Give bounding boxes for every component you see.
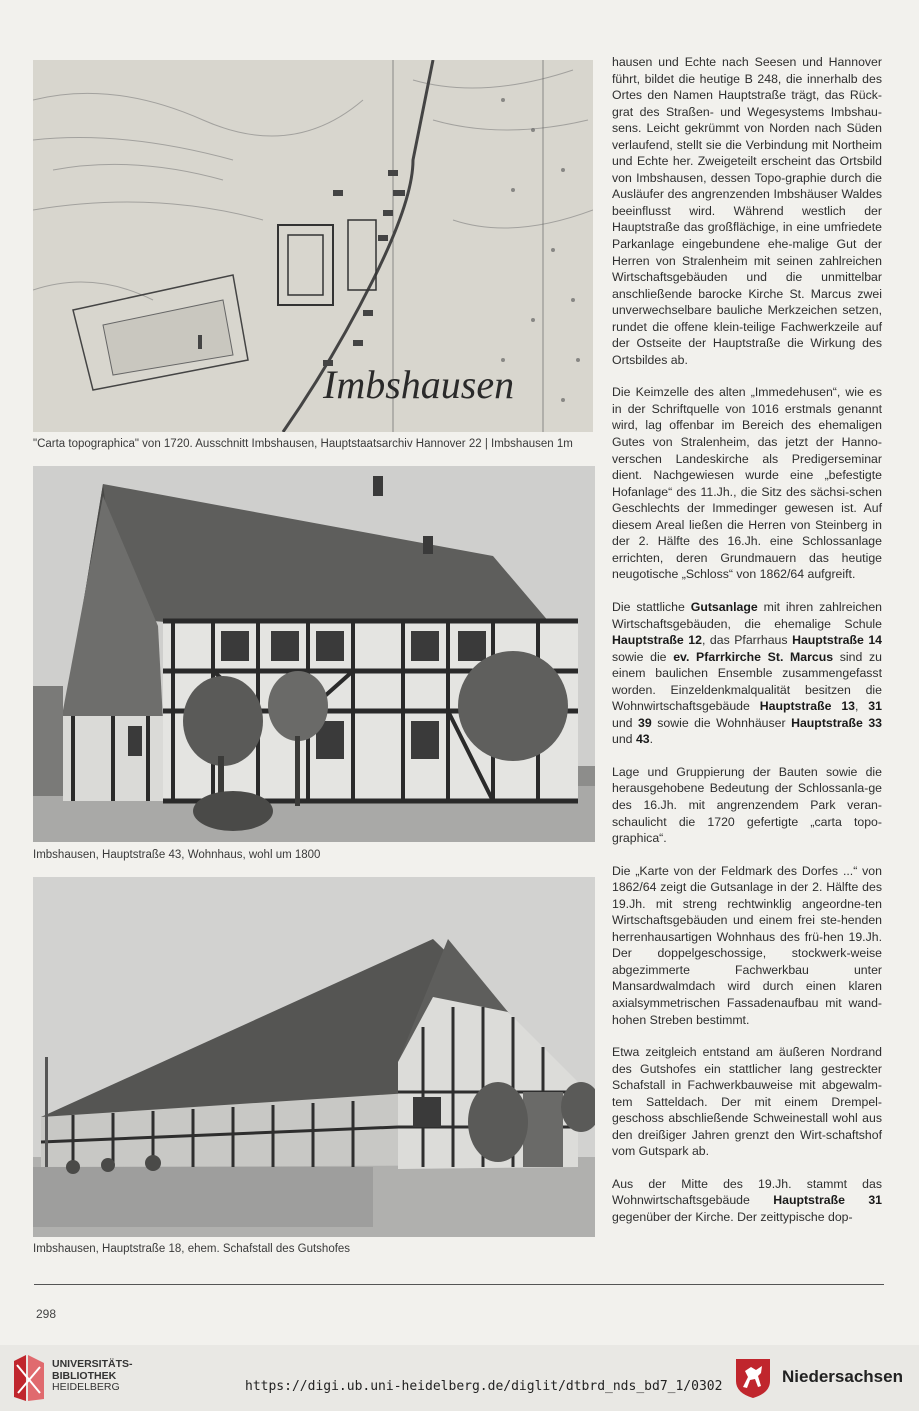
text-run: Die „Karte von der Feldmark des Dorfes ...“ von 1862/64 zeigt die Gutsanlage in der 2. Hälfte des 19.Jh. mit streng rechtwinklig angeordne-ten Wirtschaftsgebäuden und einem frei ste-henden herrenhausartigen Wohnhaus des frü-hen 19.Jh. Der doppelgeschossige, stockwerk-weise abgezimmerte Fachwerkbau unter Mansardwalmdach wird durch einen klaren axialsymmetrischen Fassadenaufbau mit wand-hohen Streben bestimmt. bbox=[612, 863, 882, 1027]
lower-saxony-wordmark[interactable]: Niedersachsen bbox=[782, 1367, 903, 1386]
text-run: gegenüber der Kirche. Der zeittypische dop- bbox=[612, 1210, 853, 1224]
paragraph-4 bbox=[612, 764, 882, 847]
lower-saxony-horse-icon[interactable] bbox=[734, 1357, 772, 1399]
highlighted-term: Hauptstraße 13 bbox=[759, 699, 856, 714]
barn-photo-figure bbox=[33, 877, 595, 1237]
paragraph-5 bbox=[612, 863, 882, 1028]
university-name[interactable] bbox=[52, 1359, 133, 1394]
text-run: Lage und Gruppierung der Bauten sowie die herausgehobene Bedeutung der Schlossanla-ge des 16.Jh. mit angrenzendem Park veran-schaulicht die 1720 gefertigte „carta topo-graphica“. bbox=[612, 764, 882, 846]
highlighted-term: 43 bbox=[635, 732, 650, 747]
paragraph-2 bbox=[612, 384, 882, 583]
text-run: sind zu einem baulichen Ensemble zusammengefasst worden. Einzeldenkmalqualität besitzen die Wohnwirtschaftsgebäude bbox=[612, 649, 882, 714]
barn-caption: Imbshausen, Hauptstraße 18, ehem. Schafstall des Gutshofes bbox=[33, 1243, 351, 1255]
map-place-label: Imbshausen bbox=[323, 362, 515, 407]
text-run: sowie die bbox=[612, 649, 674, 664]
document-url-link[interactable]: https://digi.ub.uni-heidelberg.de/diglit/dtbrd_nds_bd7_1/0302 bbox=[245, 1379, 723, 1394]
university-name-line1: UNIVERSITÄTS- bbox=[52, 1358, 133, 1370]
article-text-column bbox=[612, 54, 882, 1242]
paragraph-7 bbox=[612, 1176, 882, 1226]
historic-map-figure bbox=[33, 60, 593, 432]
viewer-footer bbox=[0, 1345, 919, 1411]
highlighted-term: Gutsanlage bbox=[690, 599, 758, 614]
text-run: sowie die Wohnhäuser bbox=[651, 715, 792, 730]
highlighted-term: Hauptstraße 14 bbox=[792, 633, 883, 648]
highlighted-term: 39 bbox=[638, 715, 652, 730]
map-caption: "Carta topographica" von 1720. Ausschnitt Imbshausen, Hauptstaatsarchiv Hannover 22 | Imbshausen 1m bbox=[33, 438, 573, 450]
highlighted-term: Hauptstraße 31 bbox=[773, 1193, 882, 1208]
university-logo-icon[interactable] bbox=[12, 1353, 46, 1403]
text-run: und bbox=[612, 732, 636, 747]
highlighted-term: 31 bbox=[868, 699, 882, 714]
text-run: . bbox=[649, 732, 654, 747]
text-run: mit ihren zahlreichen Wirtschaftsgebäuden, die ehemalige Schule bbox=[612, 599, 882, 631]
text-run: Etwa zeitgleich entstand am äußeren Nordrand des Gutshofes ein stattlicher lang gestreckter Schafstall in Fachwerkbauweise mit abgewalm-tem Satteldach. Der mit einem Drempel-geschoss abschließende Schweinestall wohl aus den dreißiger Jahren grenzt den Wirt-schaftshof vom Gutspark ab. bbox=[612, 1045, 882, 1159]
highlighted-term: ev. Pfarrkirche St. Marcus bbox=[673, 649, 834, 664]
text-run: Die stattliche bbox=[612, 599, 691, 614]
footer-rule bbox=[34, 1284, 884, 1285]
house-photo-figure bbox=[33, 466, 595, 842]
page-number: 298 bbox=[36, 1307, 57, 1321]
text-run: , bbox=[855, 699, 869, 714]
paragraph-6 bbox=[612, 1044, 882, 1160]
text-run: und bbox=[612, 715, 639, 730]
paragraph-1 bbox=[612, 54, 882, 368]
university-name-line2: BIBLIOTHEK bbox=[52, 1369, 117, 1382]
text-run: hausen und Echte nach Seesen und Hannover führt, bildet die heutige B 248, die innerhalb des Ortes den Namen Hauptstraße trägt, das Rück-grat des Straßen- und Wegesystems Imbshau-sens. Leicht gekrümmt von Norden nach Süden verlaufend, stellt sie die Verbindung mit Northeim und Echte her. Zweigeteilt erscheint das Ortsbild von Imbshausen, dessen Topo-graphie durch die Ausläufer des angrenzenden Imbshäuser Waldes beeinflusst wird. Während westlich der Hauptstraße das großflächige, in eine umfriedete Parkanlage eingebundene ehe-malige Gut der Herren von Stralenheim mit seinen zahlreichen Wirtschaftsgebäuden und die unmittelbar anschließende barocke Kirche St. Marcus zwei unverwechselbare bauliche Merkzeichen setzen, rundet die offene klein-teilige Fachwerkzeile auf der Ostseite der Hauptstraße die Wirkung des Ortsbildes ab. bbox=[612, 55, 882, 367]
text-run: , das Pfarrhaus bbox=[701, 633, 793, 648]
highlighted-term: Hauptstraße 12 bbox=[612, 633, 702, 648]
university-name-line3: HEIDELBERG bbox=[52, 1381, 120, 1393]
text-run: Die Keimzelle des alten „Immedehusen“, wie es in der Schriftquelle von 1016 erstmals genannt wird, lag offenbar im Bereich des ehemaligen Gutes von Stralenheim, das jetzt der Hanno-verschen Landeskirche als Predigerseminar dient. Nachgewiesen wurde eine „befestigte Hofanlage“ des 11.Jh., die Sitz des sächsi-schen Geschlechts der Immedinger gewesen ist. Auf diesem Areal ließen die Herren von Steinberg in der 2. Hälfte des 16.Jh. eine Schlossanlage errichten, deren Grundmauern das heutige neugotische „Schloss“ von 1862/64 aufgreift. bbox=[612, 385, 882, 582]
text-run: Aus der Mitte des 19.Jh. stammt das Wohnwirtschaftsgebäude bbox=[612, 1176, 882, 1208]
highlighted-term: Hauptstraße 33 bbox=[791, 715, 883, 730]
paragraph-3 bbox=[612, 599, 882, 748]
house-caption: Imbshausen, Hauptstraße 43, Wohnhaus, wohl um 1800 bbox=[33, 849, 321, 861]
